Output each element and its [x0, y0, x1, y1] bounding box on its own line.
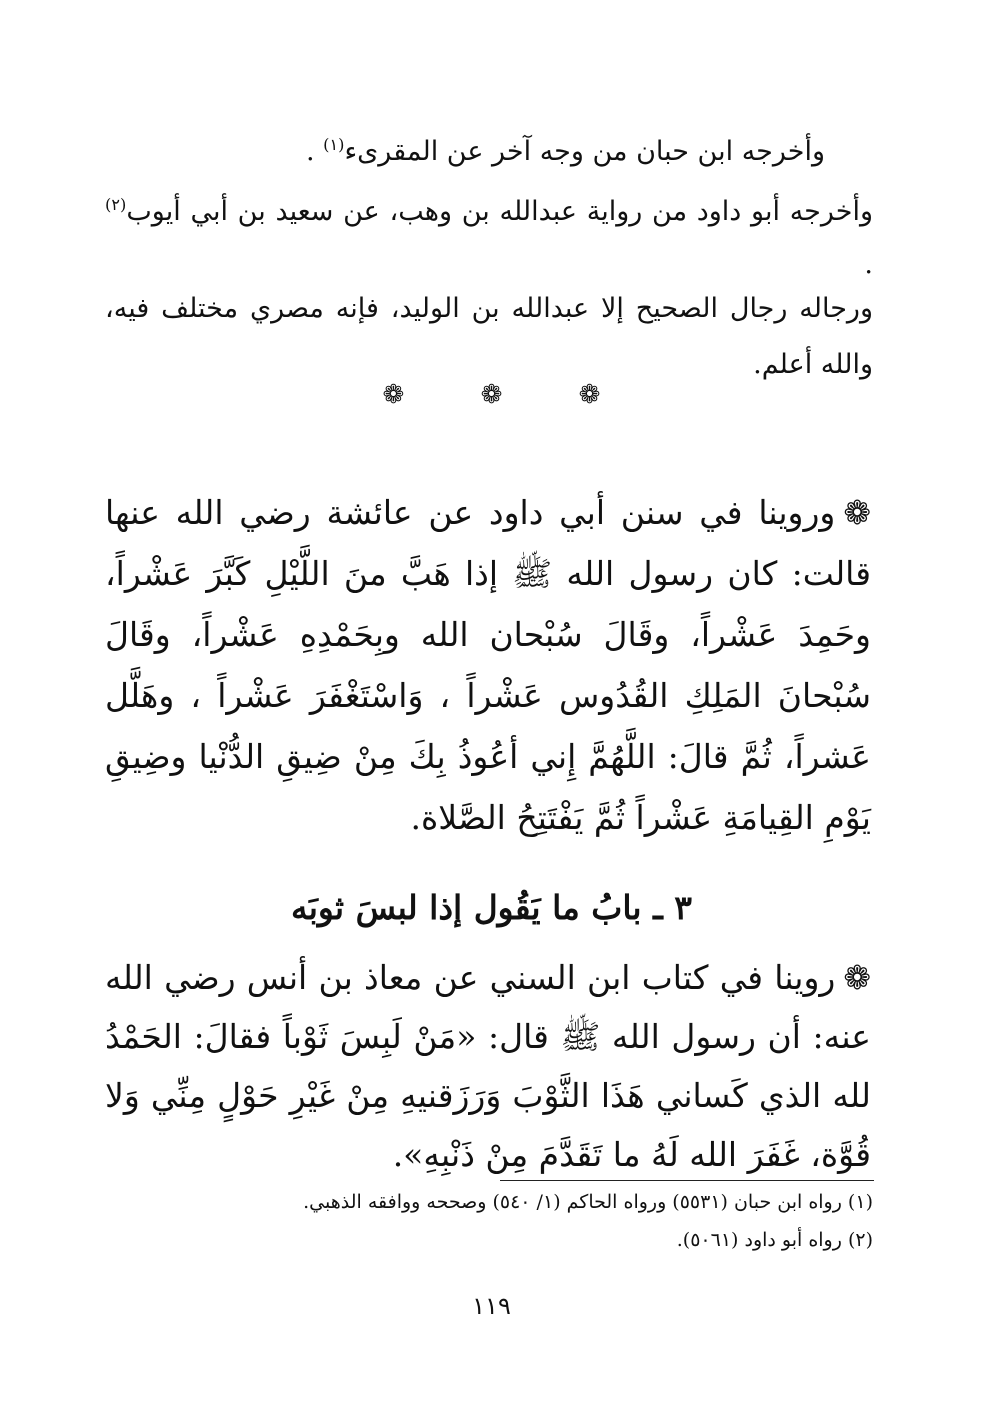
footnote-divider	[500, 1180, 874, 1181]
footnote-ref-2[interactable]: (٢)	[105, 195, 127, 214]
footnote-1: (١) رواه ابن حبان (٥٥٣١) ورواه الحاكم (١/ ٥٤٠) وصححه ووافقه الذهبي.	[303, 1191, 873, 1213]
paragraph-narrators: ورجاله رجال الصحيح إلا عبدالله بن الوليد، فإنه مصري مختلف فيه، والله أعلم.	[105, 293, 873, 380]
paragraph-ibn-hibban	[105, 118, 825, 178]
separator-star-icon: ❁	[480, 380, 503, 410]
separator-star-icon: ❁	[578, 380, 601, 410]
hadith-star-icon: ❁	[843, 493, 871, 532]
hadith-muadh	[105, 948, 871, 1184]
page-number: ١١٩	[472, 1292, 511, 1320]
hadith-text: روينا في كتاب ابن السني عن معاذ بن أنس رضي الله عنه: أن رسول الله ﷺ قال: «مَنْ لَبِسَ ثَوْباً فقالَ: الحَمْدُ لله الذي كَساني هَذَا الثَّوْبَ وَرَزَقنيهِ مِنْ غَيْرِ حَوْلٍ مِنِّي وَلا قُوَّة، غَفَرَ الله لَهُ ما تَقَدَّمَ مِنْ ذَنْبِهِ».	[105, 958, 871, 1174]
hadith-aisha	[105, 482, 871, 848]
footnote-2: (٢) رواه أبو داود (٥٠٦١).	[676, 1229, 873, 1251]
paragraph-abu-dawud	[105, 178, 873, 291]
paragraph-end: .	[864, 249, 873, 280]
footnote-ref-1[interactable]: (١)	[323, 135, 345, 154]
separator-star-icon: ❁	[382, 380, 405, 410]
paragraph-text: وأخرجه ابن حبان من وجه آخر عن المقرىء	[344, 136, 825, 167]
section-separator	[0, 380, 983, 410]
paragraph-end: .	[305, 136, 324, 167]
chapter-heading: ٣ ـ بابُ ما يَقُول إذا لبسَ ثوبَه	[291, 888, 692, 927]
hadith-text: وروينا في سنن أبي داود عن عائشة رضي الله عنها قالت: كان رسول الله ﷺ إذا هَبَّ منَ اللَّيْلِ كَبَّرَ عَشْراً، وحَمِدَ عَشْراً، وقَالَ سُبْحان الله وبِحَمْدِهِ عَشْراً، وقَالَ سُبْحانَ المَلِكِ القُدُوس عَشْراً ، وَاسْتَغْفَرَ عَشْراً ، وهَلَّل عَشراً، ثُمَّ قالَ: اللَّهُمَّ إِني أعُوذُ بِكَ مِنْ ضِيقِ الدُّنْيا وضِيقِ يَوْمِ القِيامَةِ عَشْراً ثُمَّ يَفْتَتِحُ الصَّلاة.	[105, 493, 871, 837]
hadith-star-icon: ❁	[843, 958, 871, 997]
paragraph-text: وأخرجه أبو داود من رواية عبدالله بن وهب، عن سعيد بن أبي أيوب	[126, 196, 873, 227]
